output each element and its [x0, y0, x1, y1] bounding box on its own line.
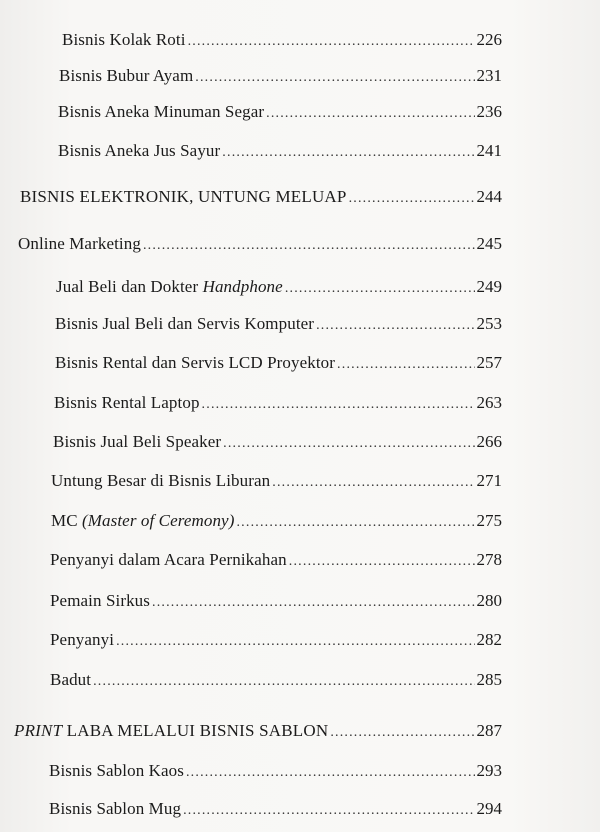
toc-entry-title: Bisnis Rental Laptop: [54, 393, 200, 412]
toc-entry-sablon-kaos: [49, 761, 502, 787]
toc-section-elektronik: [20, 187, 502, 213]
toc-entry-title: Bisnis Kolak Roti: [62, 30, 186, 49]
dot-leader: [349, 191, 475, 207]
toc-entry-page: 266: [476, 432, 502, 451]
toc-entry-title: [56, 277, 283, 297]
dot-leader: [316, 318, 474, 334]
toc-entry-page: 236: [476, 102, 502, 121]
toc-entry-title-text: Jual Beli dan Dokter: [56, 277, 203, 296]
toc-entry-page: 282: [476, 630, 502, 649]
toc-entry-title: Bisnis Aneka Minuman Segar: [58, 102, 265, 121]
dot-leader: [188, 34, 475, 50]
toc-entry-page: 249: [476, 277, 502, 296]
toc-entry-page: 226: [476, 30, 502, 49]
dot-leader: [223, 436, 474, 452]
toc-entry-lcd-proyektor: [55, 353, 502, 379]
toc-entry-title: Bisnis Aneka Jus Sayur: [58, 141, 221, 160]
toc-section-sablon: [14, 721, 502, 747]
toc-entry-page: 263: [476, 393, 502, 412]
toc-entry-title: Penyanyi dalam Acara Pernikahan: [50, 550, 287, 569]
dot-leader: [337, 357, 474, 373]
dot-leader: [93, 674, 474, 690]
dot-leader: [143, 238, 475, 254]
toc-entry-title: Bisnis Rental dan Servis LCD Proyektor: [55, 353, 336, 372]
toc-entry-page: 287: [476, 721, 502, 740]
dot-leader: [222, 145, 474, 161]
toc-entry-page: 245: [476, 234, 502, 253]
toc-entry-page: 275: [476, 511, 502, 530]
dot-leader: [183, 803, 474, 819]
toc-entry-title: Bisnis Bubur Ayam: [59, 66, 194, 85]
toc-entry-title: Pemain Sirkus: [50, 591, 150, 610]
toc-entry-title: Bisnis Sablon Kaos: [49, 761, 184, 780]
toc-entry-title: Bisnis Jual Beli Speaker: [53, 432, 222, 451]
toc-entry-bubur-ayam: [59, 66, 502, 92]
dot-leader: [152, 595, 475, 611]
toc-entry-page: 257: [476, 353, 502, 372]
toc-entry-title: Bisnis Jual Beli dan Servis Komputer: [55, 314, 315, 333]
toc-entry-jus-sayur: [58, 141, 502, 167]
toc-entry-page: 244: [476, 187, 502, 206]
toc-entry-liburan: [51, 471, 502, 497]
dot-leader: [186, 765, 475, 781]
toc-entry-title-italic: PRINT: [14, 721, 63, 740]
toc-entry-page: 231: [476, 66, 502, 85]
toc-entry-title: [51, 511, 234, 531]
toc-entry-mc: [51, 511, 502, 537]
toc-entry-page: 285: [476, 670, 502, 689]
toc-section-title: [14, 721, 328, 741]
dot-leader: [266, 106, 474, 122]
toc-entry-page: 280: [476, 591, 502, 610]
toc-entry-penyanyi: [50, 630, 502, 656]
toc-entry-penyanyi-pernikahan: [50, 550, 502, 576]
toc-entry-page: 253: [476, 314, 502, 333]
toc-entry-title-italic: (Master of Ceremony): [82, 511, 235, 530]
toc-entry-title: Bisnis Sablon Mug: [49, 799, 182, 818]
toc-entry-page: 293: [476, 761, 502, 780]
toc-entry-speaker: [53, 432, 502, 458]
toc-entry-handphone: [56, 277, 502, 303]
toc-entry-online-marketing: [18, 234, 502, 260]
dot-leader: [116, 634, 474, 650]
toc-entry-title: Penyanyi: [50, 630, 115, 649]
toc-entry-title: Untung Besar di Bisnis Liburan: [51, 471, 271, 490]
dot-leader: [195, 70, 474, 86]
dot-leader: [289, 554, 475, 570]
dot-leader: [236, 515, 474, 531]
toc-entry-kolak-roti: [62, 30, 502, 56]
toc-entry-title: Online Marketing: [18, 234, 141, 253]
toc-entry-komputer: [55, 314, 502, 340]
toc-entry-title-text: MC: [51, 511, 83, 530]
toc-entry-sablon-mug: [49, 799, 502, 825]
dot-leader: [202, 397, 475, 413]
toc-entry-pemain-sirkus: [50, 591, 502, 617]
toc-entry-title-italic: Handphone: [202, 277, 283, 296]
dot-leader: [272, 475, 474, 491]
toc-entry-minuman-segar: [58, 102, 502, 128]
toc-entry-page: 241: [476, 141, 502, 160]
toc-entry-page: 271: [476, 471, 502, 490]
toc-entry-title-text: LABA MELALUI BISNIS SABLON: [62, 721, 329, 740]
toc-entry-badut: [50, 670, 502, 696]
toc-section-title: BISNIS ELEKTRONIK, UNTUNG MELUAP: [20, 187, 347, 206]
dot-leader: [330, 725, 474, 741]
toc-entry-title: Badut: [50, 670, 92, 689]
dot-leader: [285, 281, 475, 297]
toc-entry-rental-laptop: [54, 393, 502, 419]
toc-entry-page: 278: [476, 550, 502, 569]
toc-entry-page: 294: [476, 799, 502, 818]
